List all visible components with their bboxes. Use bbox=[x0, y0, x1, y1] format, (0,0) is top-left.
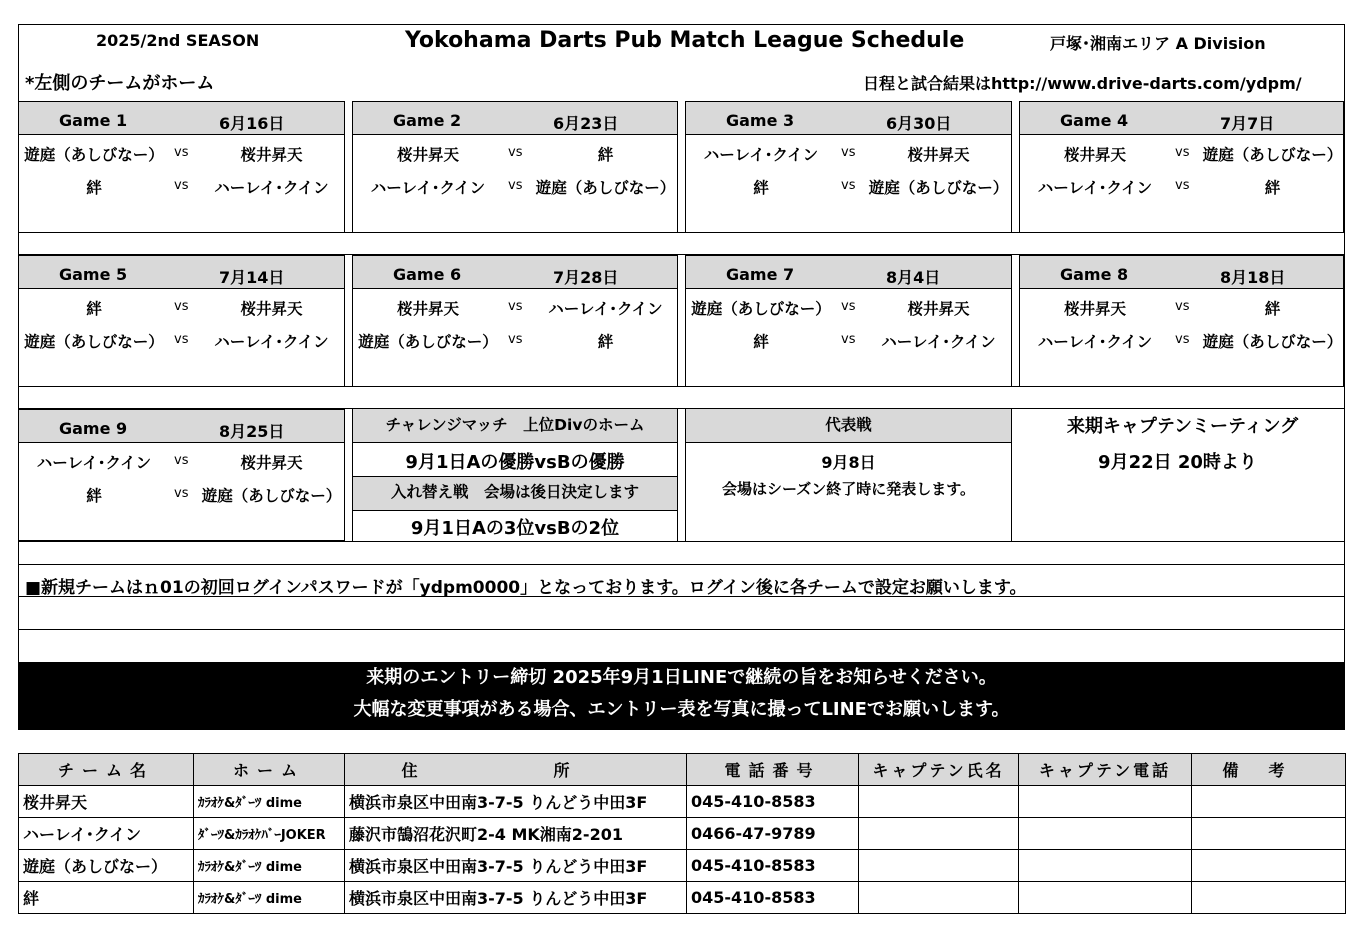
match-row bbox=[19, 168, 344, 201]
home-team: 桜井昇天 bbox=[1063, 146, 1126, 164]
captain-phone-cell bbox=[1019, 786, 1192, 818]
team-name-cell: 絆 bbox=[19, 882, 194, 914]
match-row bbox=[19, 289, 344, 322]
home-team: 遊庭（あしびなー） bbox=[358, 333, 498, 351]
team-name-cell: 桜井昇天 bbox=[19, 786, 194, 818]
game-date: 7月14日 bbox=[219, 268, 285, 287]
match-row bbox=[686, 289, 1011, 322]
captain-name-cell bbox=[859, 882, 1019, 914]
match-row bbox=[686, 322, 1011, 355]
game-header bbox=[19, 256, 344, 289]
game-date: 7月7日 bbox=[1220, 114, 1275, 133]
vs-label: vs bbox=[841, 332, 856, 347]
match-row bbox=[686, 135, 1011, 168]
home-team: 桜井昇天 bbox=[396, 300, 459, 318]
challenge-line1: 9月1日Aの優勝vsBの優勝 bbox=[405, 452, 625, 473]
captain-name-cell bbox=[859, 818, 1019, 850]
game-date: 8月18日 bbox=[1220, 268, 1286, 287]
match-row bbox=[19, 476, 344, 509]
match-row bbox=[1020, 135, 1343, 168]
vs-label: vs bbox=[508, 178, 523, 193]
home-team: ハーレイ･クイン bbox=[370, 179, 486, 197]
notes-cell bbox=[1192, 786, 1346, 818]
game-box bbox=[18, 101, 345, 233]
away-team: ハーレイ･クイン bbox=[214, 333, 329, 351]
game-header bbox=[686, 256, 1011, 289]
table-row bbox=[19, 850, 1346, 882]
match-row bbox=[353, 135, 677, 168]
vs-label: vs bbox=[174, 486, 189, 501]
match-row bbox=[686, 168, 1011, 201]
captain-name-cell bbox=[859, 850, 1019, 882]
password-notice: ■新規チームはｎ01の初回ログインパスワードが「ydpm0000」となっております。ログイン後に各チームで設定お願いします。 bbox=[25, 578, 1027, 598]
division-label: 戸塚･湘南エリア A Division bbox=[1050, 34, 1266, 53]
home-note: *左側のチームがホーム bbox=[25, 73, 215, 94]
col-notes: 備考 bbox=[1192, 754, 1346, 786]
game-title: Game 6 bbox=[393, 265, 462, 284]
col-home: ホーム bbox=[194, 754, 345, 786]
row-divider bbox=[18, 541, 1345, 542]
representative-note: 会場はシーズン終了時に発表します。 bbox=[721, 480, 976, 498]
vs-label: vs bbox=[174, 145, 189, 160]
game-title: Game 1 bbox=[59, 111, 128, 130]
game-box bbox=[685, 255, 1012, 387]
col-team-name: チーム名 bbox=[19, 754, 194, 786]
challenge-line2: 9月1日Aの3位vsBの2位 bbox=[410, 518, 620, 539]
home-venue-cell: ｶﾗｵｹ&ﾀﾞｰﾂ dime bbox=[194, 882, 345, 914]
home-team: 絆 bbox=[753, 333, 769, 351]
game-box bbox=[352, 101, 678, 233]
home-team: 遊庭（あしびなー） bbox=[24, 333, 164, 351]
away-team: ハーレイ･クイン bbox=[881, 333, 996, 351]
game-header bbox=[1020, 102, 1343, 135]
match-row bbox=[19, 135, 344, 168]
game-title: Game 7 bbox=[726, 265, 795, 284]
away-team: 遊庭（あしびなー） bbox=[1202, 333, 1343, 351]
page-title: Yokohama Darts Pub Match League Schedule bbox=[405, 28, 965, 53]
vs-label: vs bbox=[1175, 299, 1190, 314]
results-url-note[interactable]: 日程と試合結果はhttp://www.drive-darts.com/ydpm/ bbox=[863, 74, 1302, 93]
home-team: ハーレイ･クイン bbox=[703, 146, 819, 164]
vs-label: vs bbox=[174, 453, 189, 468]
challenge-subtitle: 入れ替え戦 会場は後日決定します bbox=[353, 476, 677, 511]
address-cell: 横浜市泉区中田南3-7-5 りんどう中田3F bbox=[345, 850, 687, 882]
home-venue-cell: ﾀﾞｰﾂ&ｶﾗｵｹﾊﾞｰJOKER bbox=[194, 818, 345, 850]
vs-label: vs bbox=[174, 332, 189, 347]
team-table-header bbox=[19, 754, 1346, 786]
home-team: 遊庭（あしびなー） bbox=[691, 300, 831, 318]
vs-label: vs bbox=[1175, 332, 1190, 347]
away-team: 桜井昇天 bbox=[240, 146, 303, 164]
vs-label: vs bbox=[1175, 145, 1190, 160]
game-header bbox=[1020, 256, 1343, 289]
notes-cell bbox=[1192, 818, 1346, 850]
vs-label: vs bbox=[841, 145, 856, 160]
banner-line-2: 大幅な変更事項がある場合、エントリー表を写真に撮ってLINEでお願いします。 bbox=[353, 699, 1010, 720]
vs-label: vs bbox=[508, 332, 523, 347]
away-team: 遊庭（あしびなー） bbox=[868, 179, 1009, 197]
phone-cell: 045-410-8583 bbox=[687, 882, 859, 914]
away-team: 桜井昇天 bbox=[907, 146, 970, 164]
match-row bbox=[19, 322, 344, 355]
representative-title: 代表戦 bbox=[686, 409, 1011, 443]
home-team: ハーレイ･クイン bbox=[1037, 333, 1153, 351]
row-divider bbox=[18, 629, 1345, 630]
home-team: 絆 bbox=[86, 179, 102, 197]
vs-label: vs bbox=[841, 299, 856, 314]
game-date: 8月4日 bbox=[886, 268, 941, 287]
home-team: ハーレイ･クイン bbox=[1037, 179, 1153, 197]
vs-label: vs bbox=[508, 299, 523, 314]
game-date: 6月16日 bbox=[219, 114, 285, 133]
captain-meeting-title: 来期キャプテンミーティング bbox=[1066, 416, 1299, 437]
match-row bbox=[1020, 289, 1343, 322]
col-address: 住 所 bbox=[345, 754, 687, 786]
challenge-match-box bbox=[352, 408, 678, 542]
address-cell: 横浜市泉区中田南3-7-5 りんどう中田3F bbox=[345, 786, 687, 818]
home-team: 桜井昇天 bbox=[396, 146, 459, 164]
home-venue-cell: ｶﾗｵｹ&ﾀﾞｰﾂ dime bbox=[194, 786, 345, 818]
table-row bbox=[19, 818, 1346, 850]
table-row bbox=[19, 882, 1346, 914]
col-captain-phone: キャプテン電話 bbox=[1019, 754, 1192, 786]
vs-label: vs bbox=[1175, 178, 1190, 193]
banner-line-1: 来期のエントリー締切 2025年9月1日LINEで継続の旨をお知らせください。 bbox=[366, 667, 997, 688]
match-row bbox=[353, 322, 677, 355]
game-box bbox=[685, 101, 1012, 233]
game-date: 6月30日 bbox=[886, 114, 952, 133]
home-team: 桜井昇天 bbox=[1063, 300, 1126, 318]
game-box bbox=[1019, 255, 1344, 387]
entry-deadline-banner bbox=[18, 662, 1345, 730]
away-team: 遊庭（あしびなー） bbox=[1202, 146, 1343, 164]
away-team: ハーレイ･クイン bbox=[548, 300, 663, 318]
match-row bbox=[1020, 322, 1343, 355]
game-header bbox=[19, 410, 344, 443]
home-venue-cell: ｶﾗｵｹ&ﾀﾞｰﾂ dime bbox=[194, 850, 345, 882]
representative-match-box bbox=[685, 408, 1012, 542]
game-box bbox=[352, 255, 678, 387]
game-box bbox=[18, 255, 345, 387]
vs-label: vs bbox=[841, 178, 856, 193]
away-team: 絆 bbox=[1264, 300, 1281, 318]
notes-cell bbox=[1192, 850, 1346, 882]
vs-label: vs bbox=[174, 299, 189, 314]
match-row bbox=[19, 443, 344, 476]
captain-phone-cell bbox=[1019, 882, 1192, 914]
away-team: 桜井昇天 bbox=[907, 300, 970, 318]
away-team: 絆 bbox=[597, 146, 614, 164]
vs-label: vs bbox=[174, 178, 189, 193]
game-title: Game 2 bbox=[393, 111, 462, 130]
game-title: Game 8 bbox=[1060, 265, 1129, 284]
phone-cell: 045-410-8583 bbox=[687, 850, 859, 882]
game-box bbox=[18, 409, 345, 541]
game-header bbox=[353, 256, 677, 289]
captain-name-cell bbox=[859, 786, 1019, 818]
game-date: 8月25日 bbox=[219, 422, 285, 441]
game-title: Game 3 bbox=[726, 111, 795, 130]
game-title: Game 4 bbox=[1060, 111, 1129, 130]
challenge-title: チャレンジマッチ 上位Divのホーム bbox=[353, 409, 677, 443]
col-phone: 電話番号 bbox=[687, 754, 859, 786]
game-date: 6月23日 bbox=[553, 114, 619, 133]
row-divider bbox=[18, 564, 1345, 565]
home-team: 遊庭（あしびなー） bbox=[24, 146, 164, 164]
game-title: Game 9 bbox=[59, 419, 128, 438]
away-team: 桜井昇天 bbox=[240, 454, 303, 472]
away-team: 遊庭（あしびなー） bbox=[201, 487, 342, 505]
table-row bbox=[19, 786, 1346, 818]
address-cell: 藤沢市鵠沼花沢町2-4 MK湘南2-201 bbox=[345, 818, 687, 850]
game-date: 7月28日 bbox=[553, 268, 619, 287]
game-header bbox=[19, 102, 344, 135]
match-row bbox=[353, 289, 677, 322]
captain-phone-cell bbox=[1019, 818, 1192, 850]
game-title: Game 5 bbox=[59, 265, 128, 284]
match-row bbox=[353, 168, 677, 201]
captain-meeting-time: 9月22日 20時より bbox=[1098, 452, 1257, 473]
home-team: 絆 bbox=[86, 300, 102, 318]
season-label: 2025/2nd SEASON bbox=[96, 31, 260, 50]
vs-label: vs bbox=[508, 145, 523, 160]
notes-cell bbox=[1192, 882, 1346, 914]
col-captain-name: キャプテン氏名 bbox=[859, 754, 1019, 786]
team-name-cell: ハーレイ･クイン bbox=[19, 818, 194, 850]
phone-cell: 045-410-8583 bbox=[687, 786, 859, 818]
home-team: 絆 bbox=[753, 179, 769, 197]
team-table bbox=[18, 753, 1346, 914]
away-team: 遊庭（あしびなー） bbox=[535, 179, 676, 197]
away-team: 桜井昇天 bbox=[240, 300, 303, 318]
home-team: 絆 bbox=[86, 487, 102, 505]
captain-phone-cell bbox=[1019, 850, 1192, 882]
home-team: ハーレイ･クイン bbox=[36, 454, 152, 472]
game-header bbox=[353, 102, 677, 135]
address-cell: 横浜市泉区中田南3-7-5 りんどう中田3F bbox=[345, 882, 687, 914]
phone-cell: 0466-47-9789 bbox=[687, 818, 859, 850]
team-name-cell: 遊庭（あしびなー） bbox=[19, 850, 194, 882]
away-team: ハーレイ･クイン bbox=[214, 179, 329, 197]
representative-date: 9月8日 bbox=[821, 453, 876, 472]
match-row bbox=[1020, 168, 1343, 201]
away-team: 絆 bbox=[1264, 179, 1281, 197]
game-box bbox=[1019, 101, 1344, 233]
game-header bbox=[686, 102, 1011, 135]
away-team: 絆 bbox=[597, 333, 614, 351]
